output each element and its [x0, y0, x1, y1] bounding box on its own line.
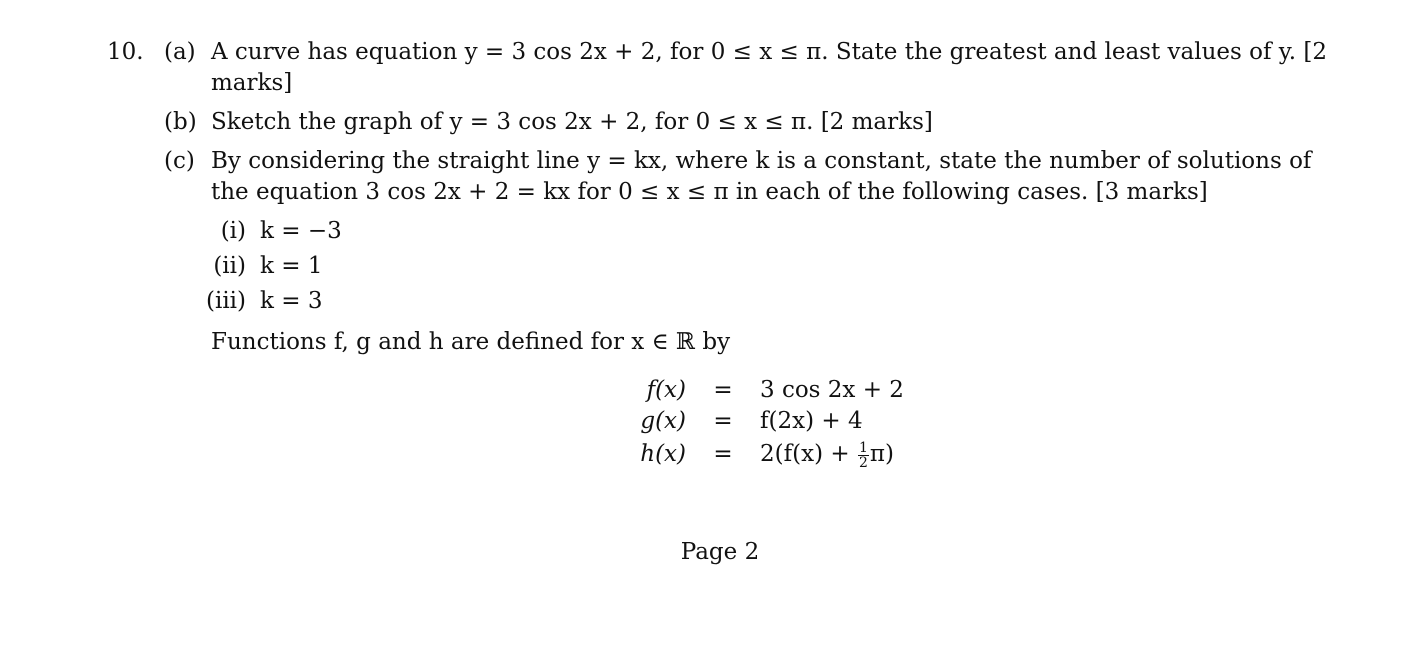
- function-f-equals: =: [713, 377, 733, 403]
- case-i-text: k = −3: [260, 218, 342, 244]
- fraction-denominator: 2: [858, 454, 868, 471]
- question-number: 10.: [107, 39, 144, 65]
- case-iii-text: k = 3: [260, 288, 323, 314]
- function-h-rhs: [760, 439, 894, 470]
- case-ii-label: (ii): [213, 253, 246, 279]
- function-f-lhs: f(x): [646, 377, 686, 403]
- fraction-numerator: 1: [858, 439, 868, 456]
- function-h-rhs-after: π): [869, 441, 894, 467]
- part-a-label: (a): [164, 39, 196, 65]
- part-c-label: (c): [164, 148, 195, 174]
- part-a-text: A curve has equation y = 3 cos 2x + 2, for 0 ≤ x ≤ π. State the greatest and least values of y. [2 marks]: [211, 39, 1327, 96]
- functions-intro: Functions f, g and h are defined for x ∈ ℝ by: [211, 329, 731, 355]
- case-ii-text: k = 1: [260, 253, 323, 279]
- function-g-lhs: g(x): [640, 408, 686, 434]
- function-h-lhs: h(x): [640, 441, 686, 467]
- function-f-rhs: 3 cos 2x + 2: [760, 377, 904, 403]
- part-b-text: Sketch the graph of y = 3 cos 2x + 2, for 0 ≤ x ≤ π. [2 marks]: [211, 109, 933, 135]
- function-g-rhs: f(2x) + 4: [760, 408, 863, 434]
- page-number: Page 2: [680, 539, 760, 565]
- part-b-label: (b): [164, 109, 197, 135]
- function-g-equals: =: [713, 408, 733, 434]
- case-i-label: (i): [220, 218, 246, 244]
- function-h-equals: =: [713, 441, 733, 467]
- case-iii-label: (iii): [205, 288, 246, 314]
- part-c-text: By considering the straight line y = kx, where k is a constant, state the number of solutions of the equation 3 cos 2x + 2 = kx for 0 ≤ x ≤ π in each of the following cases. [3 marks]: [211, 148, 1312, 205]
- one-half-fraction: [858, 441, 869, 470]
- function-h-rhs-before: 2(f(x) +: [760, 441, 857, 467]
